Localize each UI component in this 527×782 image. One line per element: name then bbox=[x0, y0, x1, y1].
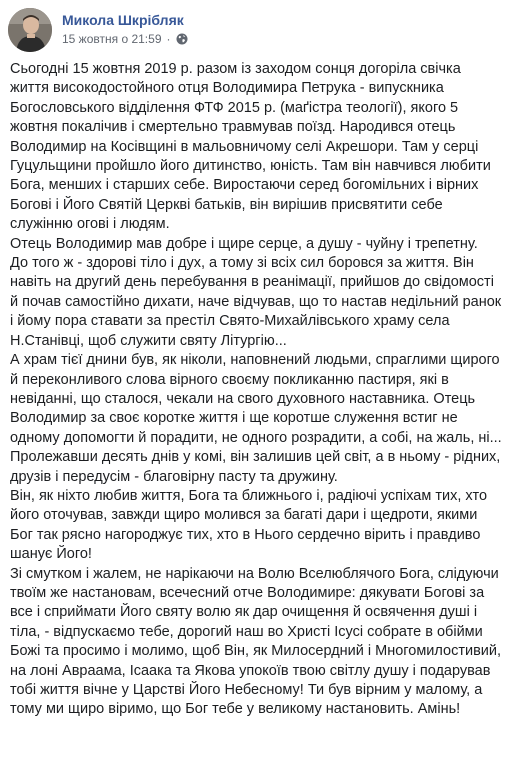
post-text-line: життя високодостойного отця Володимира Петрука - випускника bbox=[10, 80, 444, 97]
post-text-line: Володимир на Косівщині в мальовничому селі Акрешори. Там у серці bbox=[10, 138, 479, 155]
post-text-line: його оточував, завжди щиро молився за багаті дари і щедроти, якими bbox=[10, 507, 478, 524]
post-text-line: До того ж - здорові тіло і дух, а тому зі всіх сил боровся за життя. Він bbox=[10, 255, 474, 272]
post-text-line: шанує Його! bbox=[10, 546, 92, 563]
post-text-line: Божі та просимо і молимо, щоб Він, як Милосердний і Многомилостивий, bbox=[10, 643, 502, 660]
post-text-line: жовтня покалічив і смертельно травмував поїзд. Народився отець bbox=[10, 119, 456, 136]
post-text-line: Зі смутком і жалем, не нарікаючи на Волю Вселюблячого Бога, слідуючи bbox=[10, 565, 499, 582]
post-text-line: Володимир за своє коротке життя і ще коротше служення встиг не bbox=[10, 410, 458, 427]
post-timestamp[interactable]: 15 жовтня о 21:59 bbox=[62, 32, 162, 46]
author-avatar[interactable] bbox=[8, 8, 52, 52]
post-text-line: невіданні, що сталося, чекали на свого духовного наставника. Отець bbox=[10, 390, 476, 407]
post-text-line: й почав самостійно дихати, наче відчував, що то настав недільний ранок bbox=[10, 293, 502, 310]
post-text-line: на лоні Авраама, Ісаака та Якова упокоїв твою світлу душу і подарував bbox=[10, 662, 491, 679]
post-text-line: Він, як ніхто любив життя, Бога та ближнього і, радіючі успіхам тих, хто bbox=[10, 487, 488, 504]
post-text-line: Н.Станівці, щоб служити святу Літургію... bbox=[10, 332, 287, 349]
globe-icon[interactable] bbox=[176, 33, 188, 45]
post-text-line: Богові і Його Святій Церкві батьків, він вирішив присвятити себе bbox=[10, 196, 443, 213]
post-header bbox=[8, 8, 518, 52]
author-name[interactable]: Микола Шкрібляк bbox=[62, 12, 184, 28]
meta-separator: · bbox=[166, 32, 171, 46]
post-text-line: служінню огові і людям. bbox=[10, 216, 170, 233]
post-text-line: тому ми щиро віримо, що Бог тебе у великому настановить. Амінь! bbox=[10, 701, 461, 718]
post-text-line: твоїм же настановам, всечесний отче Володимире: дякувати Богові за bbox=[10, 584, 485, 601]
post-text-line: навіть на другий день перебування в реанімації, прийшов до свідомості bbox=[10, 274, 494, 291]
post-text-line: й переконливого слова вірного своєму покликанню пастиря, які в bbox=[10, 371, 449, 388]
post-text-line: друзів і передусім - благовірну пасту та дружину. bbox=[10, 468, 338, 485]
post-text-line: одному допомогти й порадити, не одного розрадити, а собі, на жаль, ні... bbox=[10, 429, 502, 446]
post-text-line: тіла, - відпускаємо тебе, дорогий наш во Христі Ісусі собрате в обійми bbox=[10, 623, 483, 640]
post-text-line: і йому пора ставати за престіл Свято-Михайлівського храму села bbox=[10, 313, 450, 330]
post-text-line: Бог так рясно нагороджує тих, хто в Нього сердечно вірить і правдиво bbox=[10, 526, 481, 543]
post-text-line: Богословського відділення ФТФ 2015 р. (маґістра теології), якого 5 bbox=[10, 99, 459, 116]
post-text bbox=[10, 60, 520, 720]
post-text-line: А храм тієї днини був, як ніколи, наповнений людьми, спраглими щирого bbox=[10, 352, 500, 369]
post-text-line: Отець Володимир мав добре і щире серце, а душу - чуйну і трепетну. bbox=[10, 235, 478, 252]
post-text-line: все і сприймати Його святу волю як дар очищення й освячення душі і bbox=[10, 604, 478, 621]
post-text-line: Сьогодні 15 жовтня 2019 р. разом із заходом сонця догоріла свічка bbox=[10, 61, 461, 77]
post-text-line: Бога, менших і старших себе. Виростаючи серед богомільних і вірних bbox=[10, 177, 479, 194]
avatar-image bbox=[8, 8, 52, 52]
post-meta bbox=[62, 32, 188, 46]
post-text-line: тобі життя вічне у Царстві Його Небесному! Ти був вірним у малому, а bbox=[10, 682, 483, 698]
post-text-line: Гуцульщини пройшло його дитинство, юність. Там він навчився любити bbox=[10, 158, 491, 175]
post-text-line: Пролежавши десять днів у комі, він залишив цей світ, а в ньому - рідних, bbox=[10, 449, 501, 466]
